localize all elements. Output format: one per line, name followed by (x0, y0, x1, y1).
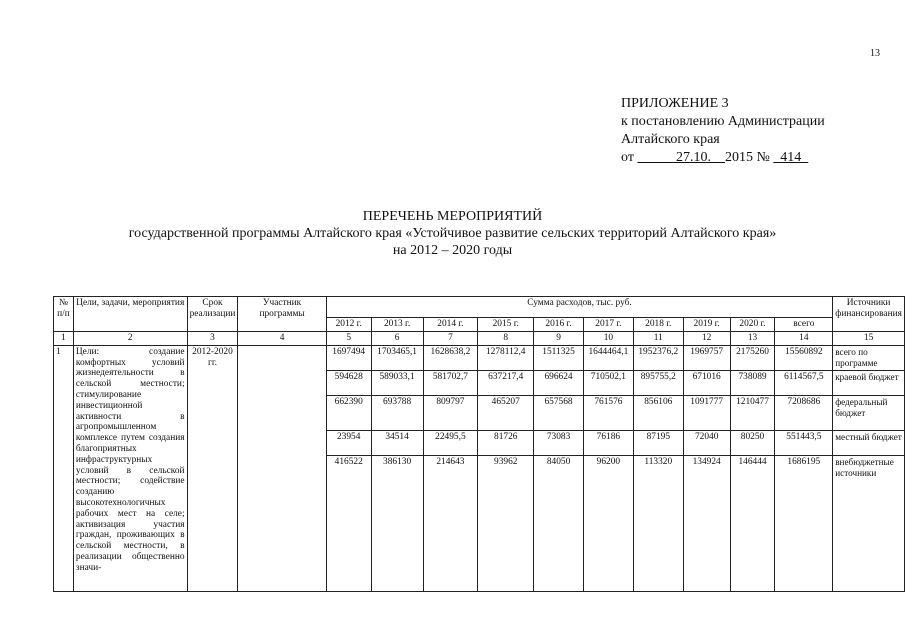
funding-source: внебюджетные источники (833, 455, 905, 591)
amount-cell: 1697494 (326, 345, 371, 370)
amount-cell: 93962 (478, 455, 534, 591)
amount-cell: 1703465,1 (371, 345, 423, 370)
appendix-date-line (621, 149, 825, 167)
header-year: 2014 г. (423, 318, 478, 332)
decree-date: 27.10. (675, 150, 711, 165)
header-year: 2020 г. (730, 318, 775, 332)
measures-table (53, 296, 905, 592)
appendix-title: ПРИЛОЖЕНИЕ 3 (621, 96, 729, 111)
amount-cell: 84050 (534, 455, 584, 591)
col-number: 9 (534, 332, 584, 346)
title-line-2: государственной программы Алтайского края «Устойчивое развитие сельских территорий Алтайского края» (128, 226, 777, 241)
amount-cell: 465207 (478, 395, 534, 430)
amount-cell: 1210477 (730, 395, 775, 430)
funding-source: местный бюджет (833, 430, 905, 455)
col-number: 7 (423, 332, 478, 346)
header-year: 2015 г. (478, 318, 534, 332)
amount-total-cell: 551443,5 (775, 430, 833, 455)
amount-cell: 856106 (633, 395, 683, 430)
amount-cell: 134924 (683, 455, 730, 591)
col-number: 3 (187, 332, 238, 346)
amount-cell: 76186 (583, 430, 633, 455)
amount-cell: 809797 (423, 395, 478, 430)
decree-year: 2015 (724, 150, 753, 165)
amount-cell: 2175260 (730, 345, 775, 370)
amount-cell: 1952376,2 (633, 345, 683, 370)
appendix-block (621, 95, 825, 167)
header-total: всего (775, 318, 833, 332)
amount-cell: 23954 (326, 430, 371, 455)
col-number: 10 (583, 332, 633, 346)
col-number: 4 (238, 332, 326, 346)
page-number: 13 (870, 48, 880, 59)
funding-source: федеральный бюджет (833, 395, 905, 430)
header-num: № п/п (54, 297, 74, 332)
title-line-3: на 2012 – 2020 годы (392, 243, 513, 258)
header-year: 2013 г. (371, 318, 423, 332)
column-number-row (54, 332, 905, 346)
from-label: от (621, 150, 634, 165)
amount-cell: 589033,1 (371, 370, 423, 395)
amount-cell: 1091777 (683, 395, 730, 430)
amount-cell: 73083 (534, 430, 584, 455)
col-number: 14 (775, 332, 833, 346)
col-number: 11 (633, 332, 683, 346)
amount-total-cell: 7208686 (775, 395, 833, 430)
amount-cell: 1511325 (534, 345, 584, 370)
amount-cell: 214643 (423, 455, 478, 591)
amount-cell: 895755,2 (633, 370, 683, 395)
row-number: 1 (54, 345, 74, 591)
header-row-1 (54, 297, 905, 318)
col-number: 12 (683, 332, 730, 346)
amount-cell: 637217,4 (478, 370, 534, 395)
amount-cell: 146444 (730, 455, 775, 591)
funding-source: всего по программе (833, 345, 905, 370)
col-number: 8 (478, 332, 534, 346)
amount-cell: 738089 (730, 370, 775, 395)
amount-cell: 1278112,4 (478, 345, 534, 370)
amount-cell: 34514 (371, 430, 423, 455)
decree-number: 414 (780, 150, 802, 165)
amount-cell: 386130 (371, 455, 423, 591)
header-participant: Участник программы (238, 297, 326, 332)
row-goals: Цели: создание комфортных условий жизнедеятельности в сельской местности; стимулирование инвестиционной активности в агропромышленном комплексе путем создания благоприятных инфраструктурных условий в сельской местности; содействие созданию высокотехнологичных рабочих мест на селе; активизация участия граждан, проживающих в сельской местности, в реализации общественно значи- (73, 345, 187, 591)
amount-cell: 761576 (583, 395, 633, 430)
amount-cell: 96200 (583, 455, 633, 591)
header-sources: Источники финансирования (833, 297, 905, 332)
amount-cell: 1969757 (683, 345, 730, 370)
header-year: 2019 г. (683, 318, 730, 332)
amount-cell: 80250 (730, 430, 775, 455)
amount-total-cell: 1686195 (775, 455, 833, 591)
title-line-1: ПЕРЕЧЕНЬ МЕРОПРИЯТИЙ (362, 209, 543, 224)
row-term: 2012-2020 гг. (187, 345, 238, 591)
amount-cell: 1644464,1 (583, 345, 633, 370)
appendix-region: Алтайского края (621, 132, 720, 147)
col-number: 1 (54, 332, 74, 346)
amount-cell: 671016 (683, 370, 730, 395)
header-term: Срок реализации (187, 297, 238, 332)
amount-cell: 416522 (326, 455, 371, 591)
amount-cell: 693788 (371, 395, 423, 430)
amount-cell: 657568 (534, 395, 584, 430)
col-number: 15 (833, 332, 905, 346)
funding-source: краевой бюджет (833, 370, 905, 395)
amount-cell: 710502,1 (583, 370, 633, 395)
col-number: 13 (730, 332, 775, 346)
amount-cell: 22495,5 (423, 430, 478, 455)
amount-cell: 113320 (633, 455, 683, 591)
amount-cell: 581702,7 (423, 370, 478, 395)
amount-cell: 72040 (683, 430, 730, 455)
header-year: 2012 г. (326, 318, 371, 332)
number-label: № (756, 150, 770, 165)
header-year: 2017 г. (583, 318, 633, 332)
header-year: 2016 г. (534, 318, 584, 332)
appendix-decree: к постановлению Администрации (621, 114, 825, 129)
amount-cell: 81726 (478, 430, 534, 455)
amount-cell: 1628638,2 (423, 345, 478, 370)
header-goals: Цели, задачи, мероприятия (73, 297, 187, 332)
amount-cell: 594628 (326, 370, 371, 395)
funding-row-total (54, 345, 905, 370)
header-year: 2018 г. (633, 318, 683, 332)
amount-total-cell: 15560892 (775, 345, 833, 370)
document-title (0, 208, 905, 259)
col-number: 2 (73, 332, 187, 346)
col-number: 6 (371, 332, 423, 346)
col-number: 5 (326, 332, 371, 346)
amount-total-cell: 6114567,5 (775, 370, 833, 395)
amount-cell: 87195 (633, 430, 683, 455)
row-participant (238, 345, 326, 591)
header-sum: Сумма расходов, тыс. руб. (326, 297, 832, 318)
amount-cell: 662390 (326, 395, 371, 430)
amount-cell: 696624 (534, 370, 584, 395)
